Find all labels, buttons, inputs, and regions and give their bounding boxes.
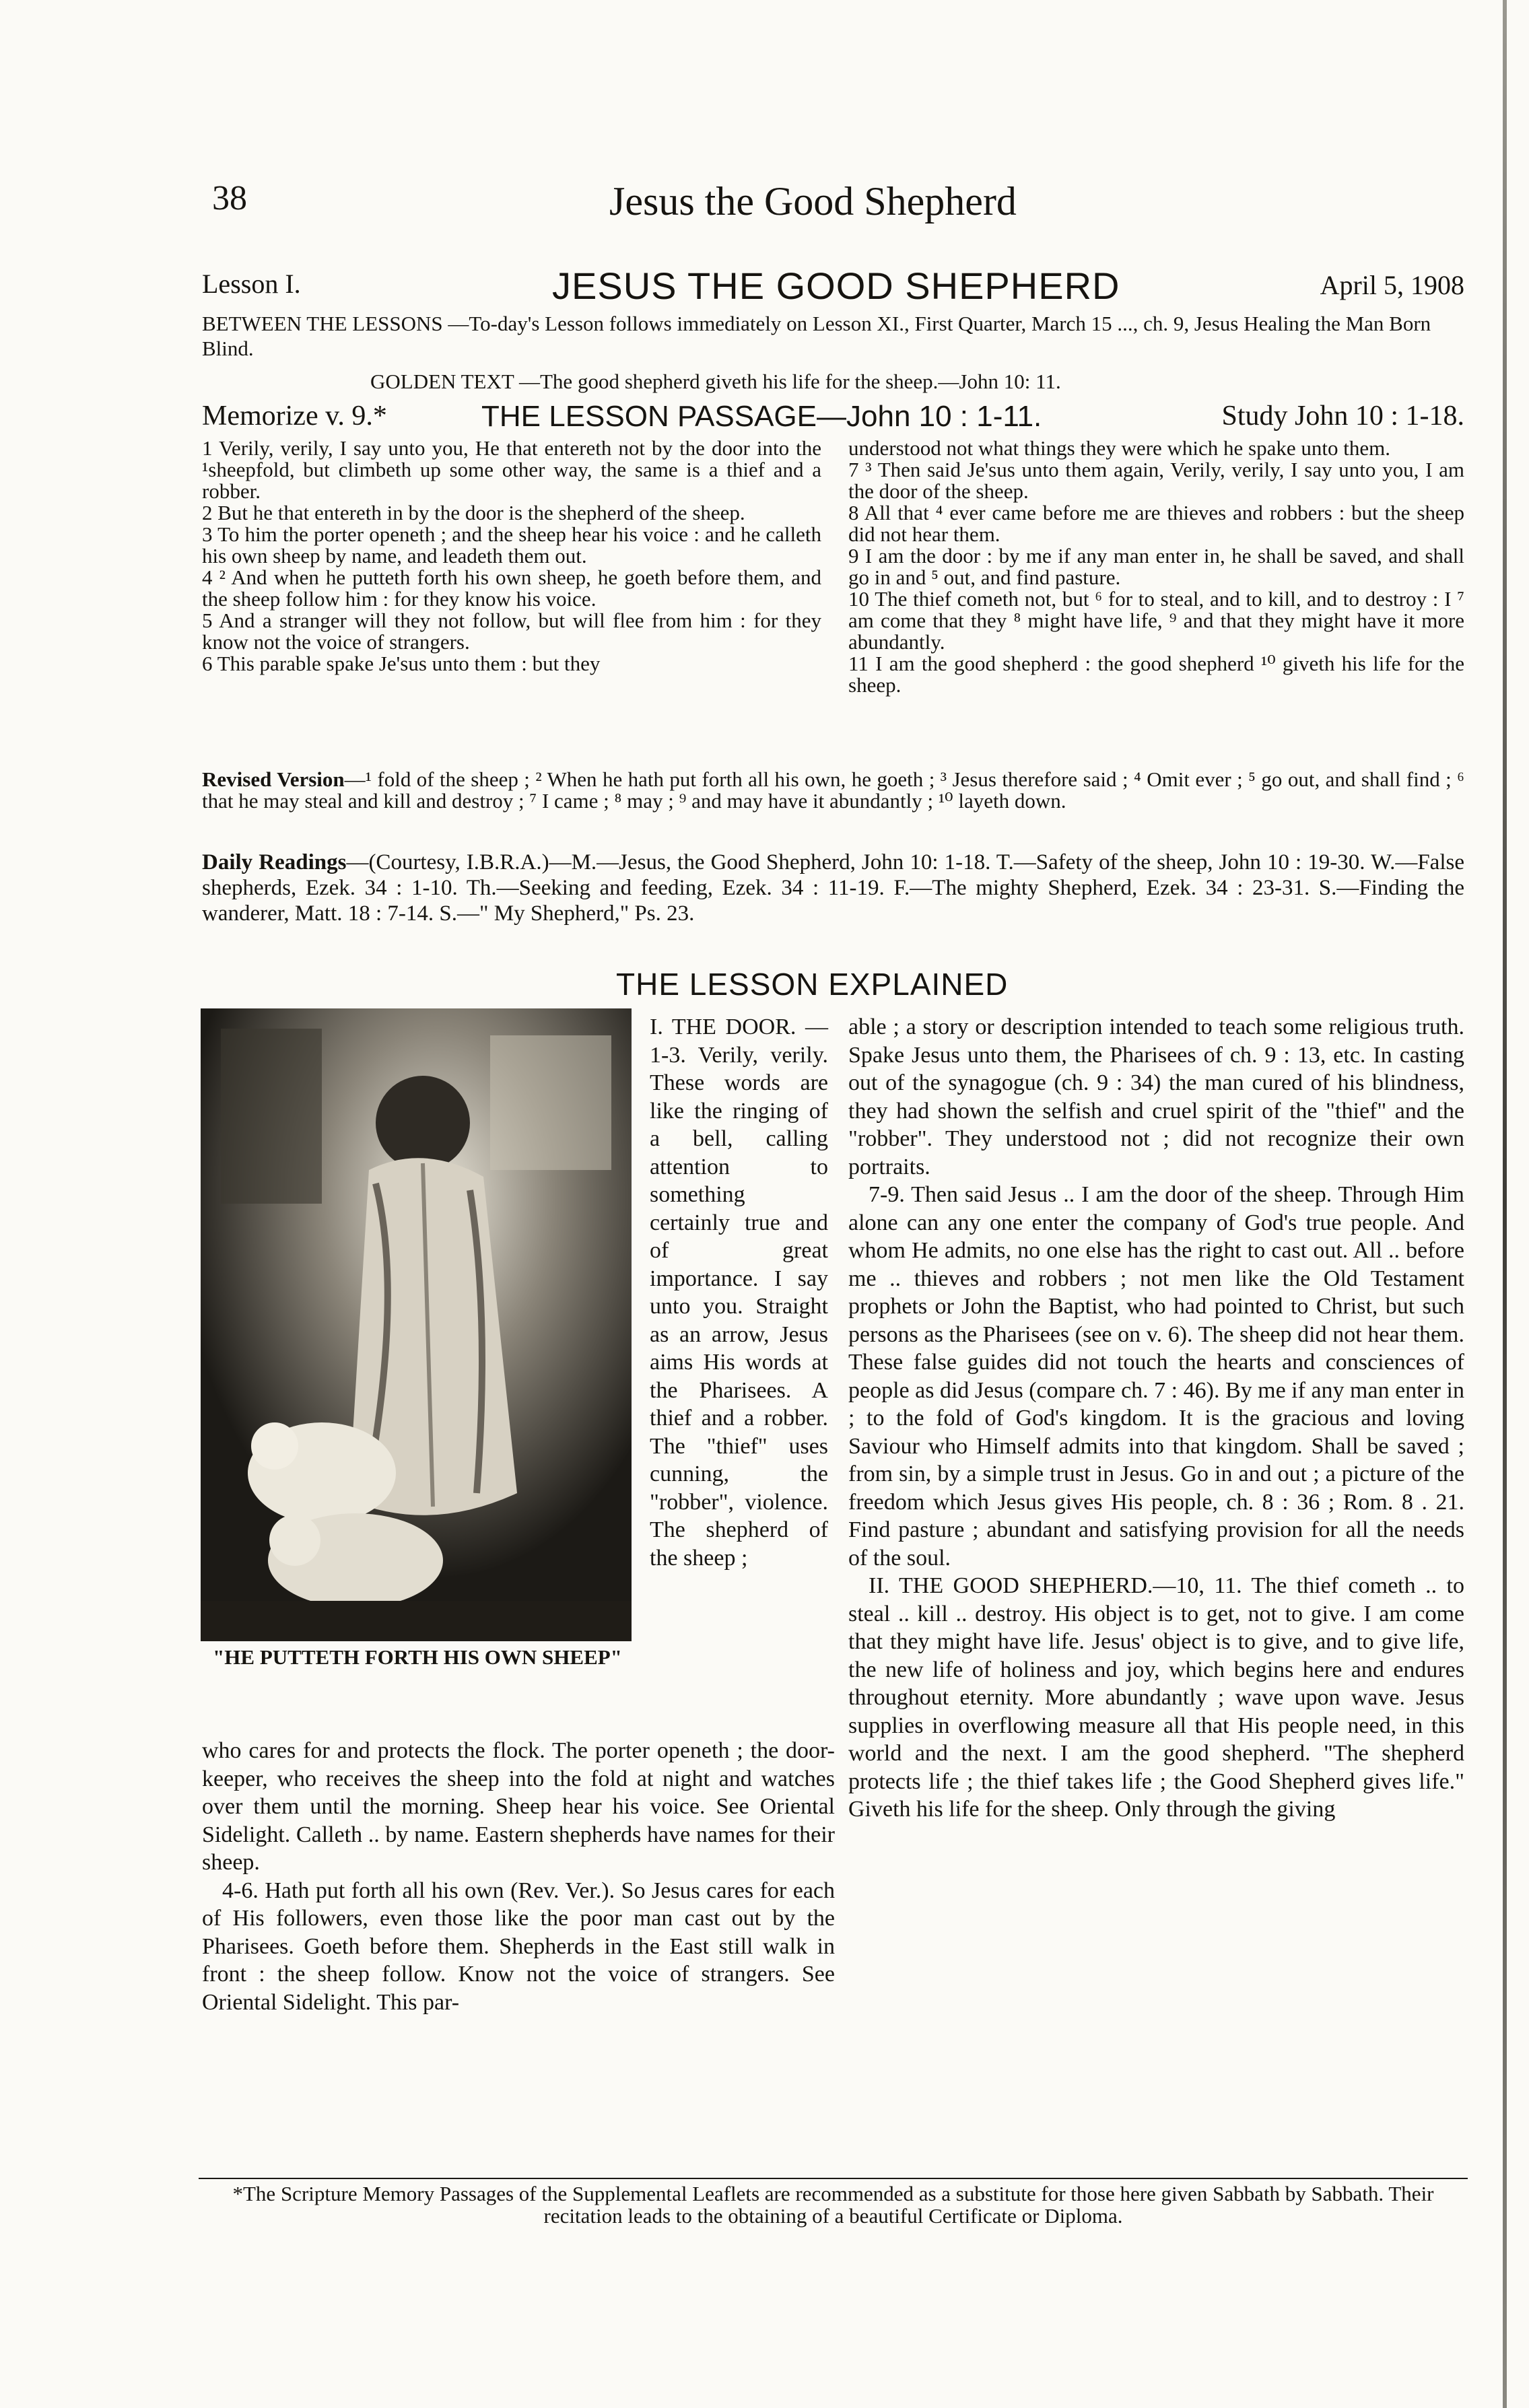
- verse: 9 I am the door : by me if any man enter in, he shall be saved, and shall go in and ⁵ out, and find pasture.: [848, 544, 1464, 589]
- lesson-label: Lesson I.: [202, 269, 301, 299]
- verse: 5 And a stranger will they not follow, but will flee from him : for they know not the voice of strangers.: [202, 609, 821, 654]
- lesson-header: [202, 264, 1464, 311]
- shepherd-illustration: [201, 1008, 632, 1641]
- revised-text: —¹ fold of the sheep ; ² When he hath put forth all his own, he goeth ; ³ Jesus therefore said ; ⁴ Omit ever ; ⁵ go out, and shall find ; ⁶ that he may steal and kill and destroy ; ⁷ I came ; ⁸ may ; ⁹ and may have it abundantly ; ¹⁰ layeth down.: [202, 767, 1464, 813]
- revised-label: Revised Version: [202, 767, 345, 791]
- between-lessons-note: [202, 311, 1464, 361]
- daily-readings: [202, 850, 1464, 926]
- verse: 8 All that ⁴ ever came before me are thieves and robbers : but the sheep did not hear them.: [848, 501, 1464, 546]
- passage-row: [202, 400, 1464, 438]
- study-reference: Study John 10 : 1-18.: [1221, 401, 1464, 432]
- memorize-note: Memorize v. 9.*: [202, 401, 387, 432]
- lesson-title: JESUS THE GOOD SHEPHERD: [552, 265, 1120, 307]
- verses-right-column: [848, 438, 1464, 696]
- explained-narrow-column: [650, 1013, 828, 1572]
- intro-text: BETWEEN THE LESSONS —To-day's Lesson follows immediately on Lesson XI., First Quarter, March 15 ..., ch. 9, Jesus Healing the Man Born Blind.: [202, 312, 1431, 360]
- footnote: *The Scripture Memory Passages of the Supplemental Leaflets are recommended as a substitute for those here given Sabbath by Sabbath. Their recitation leads to the obtaining of a beautiful Certificate or Diploma.: [232, 2182, 1434, 2228]
- commentary-paragraph: able ; a story or description intended to teach some religious truth. Spake Jesus unto them, the Pharisees of ch. 9 : 13, etc. In casting out of the synagogue (ch. 9 : 34) the man cured of his blindness, they had shown the selfish and cruel spirit of the "thief" and the "robber". They understood not ; did not recognize their own portraits.: [848, 1014, 1464, 1179]
- verse: 11 I am the good shepherd : the good shepherd ¹⁰ giveth his life for the sheep.: [848, 652, 1464, 697]
- golden-text: GOLDEN TEXT —The good shepherd giveth his life for the sheep.—John 10: 11.: [370, 370, 1061, 393]
- verse: understood not what things they were which he spake unto them.: [848, 436, 1390, 460]
- footnote-rule: [199, 2178, 1468, 2179]
- verse: 1 Verily, verily, I say unto you, He that entereth not by the door into the ¹sheepfold, but climbeth up some other way, the same is a thief and a robber.: [202, 436, 821, 503]
- daily-label: Daily Readings: [202, 850, 347, 874]
- passage-title: THE LESSON PASSAGE—John 10 : 1-11.: [481, 400, 1042, 433]
- revised-version-notes: [202, 769, 1464, 812]
- verse: 2 But he that entereth in by the door is the shepherd of the sheep.: [202, 501, 745, 524]
- lesson-explained-heading: THE LESSON EXPLAINED: [616, 967, 1009, 1002]
- commentary-paragraph: 4-6. Hath put forth all his own (Rev. Ver.). So Jesus cares for each of His followers, even those like the poor man cast out by the Pharisees. Goeth before them. Shepherds in the East still walk in front : the sheep follow. Know not the voice of strangers. See Oriental Sidelight. This par-: [202, 1878, 835, 2015]
- commentary-paragraph: I. THE DOOR. — 1-3. Verily, verily. These words are like the ringing of a bell, calling attention to something certainly true and of great importance. I say unto you. Straight as an arrow, Jesus aims His words at the Pharisees. A thief and a robber. The "thief" uses cunning, the "robber", violence. The shepherd of the sheep ;: [650, 1014, 828, 1571]
- verse: 4 ² And when he putteth forth his own sheep, he goeth before them, and the sheep follow him : for they know his voice.: [202, 565, 821, 611]
- verse: 6 This parable spake Je'sus unto them : but they: [202, 652, 601, 675]
- page-number: 38: [212, 179, 247, 217]
- commentary-paragraph: who cares for and protects the flock. The porter openeth ; the door-keeper, who receives the sheep into the fold at night and watches over them until the morning. Sheep hear his voice. See Oriental Sidelight. Calleth .. by name. Eastern shepherds have names for their sheep.: [202, 1738, 835, 1875]
- scan-edge: [1503, 0, 1507, 2408]
- verses-left-column: [202, 438, 821, 675]
- verse: 3 To him the porter openeth ; and the sheep hear his voice : and he calleth his own sheep by name, and leadeth them out.: [202, 522, 821, 567]
- lesson-date: April 5, 1908: [1320, 270, 1464, 300]
- illustration-caption: "HE PUTTETH FORTH HIS OWN SHEEP": [213, 1645, 622, 1669]
- explained-right-column: [848, 1013, 1464, 1824]
- verse: 10 The thief cometh not, but ⁶ for to steal, and to kill, and to destroy : I ⁷ am come that they ⁸ might have life, ⁹ and that they might have it more abundantly.: [848, 587, 1464, 654]
- commentary-paragraph: II. THE GOOD SHEPHERD.—10, 11. The thief cometh .. to steal .. kill .. destroy. His object is to get, not to give. I am come that they might have life. Jesus' object is to give, and to give life, the new life of holiness and joy, which begins here and endures throughout eternity. More abundantly ; wave upon wave. Jesus supplies in overflowing measure all that His people need, in this world and the next. I am the good shepherd. "The shepherd protects life ; the thief takes life ; the Good Shepherd gives life." Giveth his life for the sheep. Only through the giving: [848, 1573, 1464, 1822]
- running-head: [0, 178, 1529, 239]
- daily-text: —(Courtesy, I.B.R.A.)—M.—Jesus, the Good Shepherd, John 10: 1-18. T.—Safety of the sheep, John 10 : 19-30. W.—False shepherds, Ezek. 34 : 1-10. Th.—Seeking and feeding, Ezek. 34 : 11-19. F.—The mighty Shepherd, Ezek. 34 : 23-31. S.—Finding the wanderer, Matt. 18 : 7-14. S.—" My Shepherd," Ps. 23.: [202, 850, 1464, 926]
- verse: 7 ³ Then said Je'sus unto them again, Verily, verily, I say unto you, I am the door of the sheep.: [848, 458, 1464, 503]
- running-title: Jesus the Good Shepherd: [609, 179, 1017, 223]
- explained-left-column: [202, 1737, 835, 2016]
- commentary-paragraph: 7-9. Then said Jesus .. I am the door of the sheep. Through Him alone can any one enter the company of God's true people. And whom He admits, no one else has the right to cast out. All .. before me .. thieves and robbers ; not men like the Old Testament prophets or John the Baptist, who had pointed to Christ, but such persons as the Pharisees (see on v. 6). The sheep did not hear them. These false guides did not touch the hearts and consciences of people as did Jesus (compare ch. 7 : 46). By me if any man enter in ; to the fold of God's kingdom. It is the gracious and loving Saviour who Himself admits into that kingdom. Shall be saved ; from sin, by a simple trust in Jesus. Go in and out ; a picture of the freedom which Jesus gives His people, ch. 8 : 36 ; Rom. 8 . 21. Find pasture ; abundant and satisfying provision for all the needs of the soul.: [848, 1182, 1464, 1571]
